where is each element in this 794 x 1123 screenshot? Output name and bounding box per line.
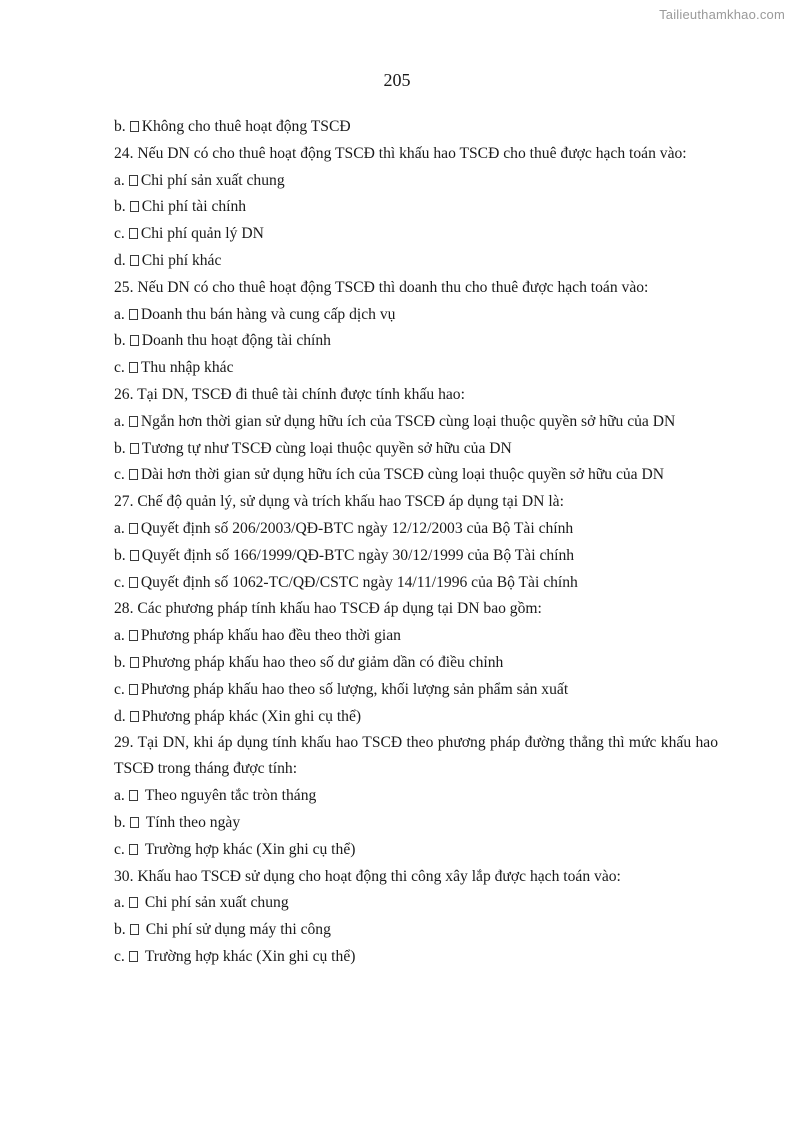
question-line: 26. Tại DN, TSCĐ đi thuê tài chính được tính khấu hao: <box>114 385 465 403</box>
option-letter: a. <box>114 627 125 645</box>
checkbox-icon[interactable] <box>129 577 138 588</box>
option-text: Tính theo ngày <box>145 813 241 831</box>
checkbox-icon[interactable] <box>129 630 138 641</box>
option-text: Quyết định số 206/2003/QĐ-BTC ngày 12/12/2003 của Bộ Tài chính <box>140 519 574 537</box>
option-line <box>114 114 718 141</box>
option-letter: d. <box>114 251 126 269</box>
checkbox-icon[interactable] <box>129 790 138 801</box>
checkbox-icon[interactable] <box>130 657 139 668</box>
page-number: 205 <box>383 70 411 90</box>
checkbox-icon[interactable] <box>129 469 138 480</box>
option-line <box>114 704 718 731</box>
checkbox-icon[interactable] <box>130 711 139 722</box>
option-letter: b. <box>114 813 126 831</box>
option-letter: c. <box>114 573 125 591</box>
option-line <box>114 436 718 463</box>
option-letter: a. <box>114 305 125 323</box>
option-text: Doanh thu bán hàng và cung cấp dịch vụ <box>140 305 396 323</box>
option-letter: a. <box>114 519 125 537</box>
option-line <box>114 221 718 248</box>
question-line: 24. Nếu DN có cho thuê hoạt động TSCĐ thì khấu hao TSCĐ cho thuê được hạch toán vào: <box>114 144 687 162</box>
option-line <box>114 623 718 650</box>
option-text: Không cho thuê hoạt động TSCĐ <box>141 118 351 135</box>
option-line <box>114 543 718 570</box>
option-letter: a. <box>114 787 125 805</box>
option-letter: a. <box>114 412 125 430</box>
option-text: Quyết định số 1062-TC/QĐ/CSTC ngày 14/11/1996 của Bộ Tài chính <box>140 573 578 591</box>
option-letter: c. <box>114 466 125 484</box>
option-text: Trường hợp khác (Xin ghi cụ thể) <box>144 840 356 858</box>
checkbox-icon[interactable] <box>130 817 139 828</box>
option-text: Phương pháp khác (Xin ghi cụ thể) <box>141 707 362 725</box>
option-letter: a. <box>114 171 125 189</box>
option-text: Phương pháp khấu hao đều theo thời gian <box>140 627 401 645</box>
question-line: 25. Nếu DN có cho thuê hoạt động TSCĐ thì doanh thu cho thuê được hạch toán vào: <box>114 278 649 296</box>
option-text: Tương tự như TSCĐ cùng loại thuộc quyền sở hữu của DN <box>141 439 512 457</box>
option-text: Chi phí sản xuất chung <box>140 171 285 189</box>
checkbox-icon[interactable] <box>130 335 139 346</box>
option-letter: b. <box>114 198 126 216</box>
option-line <box>114 650 718 677</box>
option-line <box>114 570 718 597</box>
checkbox-icon[interactable] <box>129 228 138 239</box>
option-line <box>114 302 718 329</box>
option-letter: b. <box>114 653 126 671</box>
option-line <box>114 248 718 275</box>
checkbox-icon[interactable] <box>130 121 139 132</box>
option-letter: d. <box>114 707 126 725</box>
option-line <box>114 677 718 704</box>
option-line <box>114 462 718 488</box>
option-text: Chi phí quản lý DN <box>140 225 264 243</box>
option-line <box>114 917 718 944</box>
checkbox-icon[interactable] <box>129 175 138 186</box>
option-line <box>114 168 718 195</box>
option-text: Phương pháp khấu hao theo số lượng, khối lượng sản phẩm sản xuất <box>140 680 569 698</box>
document-body <box>114 114 718 971</box>
checkbox-icon[interactable] <box>129 684 138 695</box>
option-text: Quyết định số 166/1999/QĐ-BTC ngày 30/12/1999 của Bộ Tài chính <box>141 546 575 564</box>
option-text: Phương pháp khấu hao theo số dư giảm dần có điều chỉnh <box>141 653 504 671</box>
option-line <box>114 516 718 543</box>
option-line <box>114 944 718 971</box>
option-letter: c. <box>114 225 125 243</box>
checkbox-icon[interactable] <box>129 844 138 855</box>
option-text: Ngắn hơn thời gian sử dụng hữu ích của TSCĐ cùng loại thuộc quyền sở hữu của DN <box>140 412 676 430</box>
option-letter: c. <box>114 680 125 698</box>
checkbox-icon[interactable] <box>129 416 138 427</box>
option-line <box>114 837 718 864</box>
checkbox-icon[interactable] <box>130 550 139 561</box>
option-line <box>114 890 718 917</box>
option-letter: c. <box>114 840 125 858</box>
option-letter: b. <box>114 921 126 939</box>
option-text: Chi phí tài chính <box>141 198 247 216</box>
checkbox-icon[interactable] <box>129 523 138 534</box>
question-line: 28. Các phương pháp tính khấu hao TSCĐ áp dụng tại DN bao gồm: <box>114 600 542 618</box>
checkbox-icon[interactable] <box>129 362 138 373</box>
watermark: Tailieuthamkhao.com <box>659 7 785 22</box>
option-letter: c. <box>114 947 125 965</box>
option-text: Doanh thu hoạt động tài chính <box>141 332 331 350</box>
checkbox-icon[interactable] <box>130 201 139 212</box>
option-line <box>114 783 718 810</box>
option-letter: b. <box>114 332 126 350</box>
checkbox-icon[interactable] <box>130 924 139 935</box>
option-letter: b. <box>114 546 126 564</box>
option-text: Thu nhập khác <box>140 359 234 377</box>
option-letter: b. <box>114 439 126 457</box>
checkbox-icon[interactable] <box>129 951 138 962</box>
question-line: 27. Chế độ quản lý, sử dụng và trích khấu hao TSCĐ áp dụng tại DN là: <box>114 493 564 511</box>
option-text: Chi phí khác <box>141 251 222 269</box>
checkbox-icon[interactable] <box>130 443 139 454</box>
option-line <box>114 810 718 837</box>
checkbox-icon[interactable] <box>130 255 139 266</box>
option-text: Dài hơn thời gian sử dụng hữu ích của TSCĐ cùng loại thuộc quyền sở hữu của DN <box>140 466 665 484</box>
option-text: Theo nguyên tắc tròn tháng <box>144 787 317 805</box>
option-line <box>114 194 718 221</box>
option-letter: a. <box>114 894 125 912</box>
option-line <box>114 355 718 382</box>
checkbox-icon[interactable] <box>129 897 138 908</box>
question-line: 29. Tại DN, khi áp dụng tính khấu hao TSCĐ theo phương pháp đường thẳng thì mức khấu hao TSCĐ trong tháng được tính: <box>114 734 718 778</box>
question-line: 30. Khấu hao TSCĐ sử dụng cho hoạt động thi công xây lắp được hạch toán vào: <box>114 867 621 885</box>
option-text: Chi phí sử dụng máy thi công <box>145 921 331 939</box>
checkbox-icon[interactable] <box>129 309 138 320</box>
option-letter: b. <box>114 118 126 135</box>
option-text: Chi phí sản xuất chung <box>144 894 289 912</box>
option-text: Trường hợp khác (Xin ghi cụ thể) <box>144 947 356 965</box>
option-line <box>114 328 718 355</box>
option-letter: c. <box>114 359 125 377</box>
option-line <box>114 409 718 435</box>
